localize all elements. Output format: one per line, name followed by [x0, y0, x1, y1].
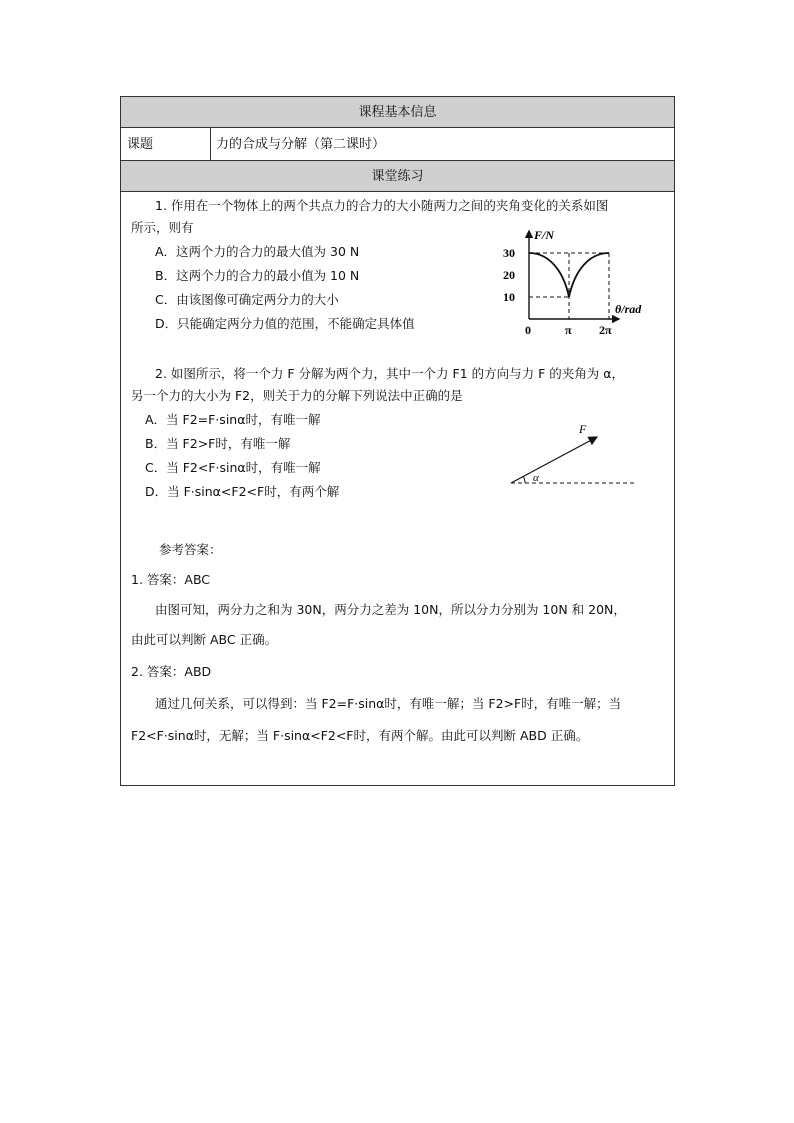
graph-y-tick-30: 30 — [503, 246, 515, 260]
force-angle-graph — [493, 227, 653, 339]
graph-x-tick-0: 0 — [525, 323, 531, 337]
graph-x-tick-pi: π — [565, 323, 572, 337]
topic-label: 课题 — [121, 128, 211, 161]
course-sheet — [120, 96, 675, 786]
graph-y-tick-10: 10 — [503, 290, 515, 304]
answers-heading: 参考答案： — [159, 542, 222, 557]
q1-option-a: A．这两个力的合力的最大值为 30 N — [155, 244, 360, 259]
q2-option-c: C．当 F2<F·sinα时，有唯一解 — [145, 460, 321, 475]
q2-option-a: A．当 F2=F·sinα时，有唯一解 — [145, 412, 321, 427]
answer2-title: 2. 答案：ABD — [131, 664, 212, 679]
q1-stem-line2: 所示，则有 — [131, 220, 194, 235]
answer1-line2: 由此可以判断 ABC 正确。 — [131, 632, 278, 647]
graph-x-tick-2pi: 2π — [599, 323, 612, 337]
answer1-title: 1. 答案：ABC — [131, 572, 211, 587]
graph-x-axis-label: θ/rad — [615, 302, 642, 316]
graph-y-axis-label: F/N — [534, 228, 555, 242]
q1-option-b: B．这两个力的合力的最小值为 10 N — [155, 268, 360, 283]
course-info-header: 课程基本信息 — [121, 97, 674, 128]
q2-option-d: D．当 F·sinα<F2<F时，有两个解 — [145, 484, 340, 499]
answer2-line1: 通过几何关系，可以得到：当 F2=F·sinα时，有唯一解；当 F2>F时，有唯一解；当 — [155, 696, 622, 711]
answer2-line2: F2<F·sinα时，无解；当 F·sinα<F2<F时，有两个解。由此可以判断 ABD 正确。 — [131, 728, 589, 743]
topic-value: 力的合成与分解（第二课时） — [216, 137, 386, 152]
exercise-header: 课堂练习 — [121, 161, 674, 192]
q2-option-b: B．当 F2>F时，有唯一解 — [145, 436, 291, 451]
answer1-line1: 由图可知，两分力之和为 30N，两分力之差为 10N，所以分力分别为 10N 和 20N， — [155, 602, 626, 617]
q2-stem-line2: 另一个力的大小为 F2，则关于力的分解下列说法中正确的是 — [131, 388, 463, 403]
q1-option-c: C．由该图像可确定两分力的大小 — [155, 292, 339, 307]
vector-alpha-label: α — [533, 472, 539, 484]
course-topic-row — [121, 128, 674, 161]
force-vector-figure — [501, 423, 641, 493]
q2-stem-line1: 2. 如图所示，将一个力 F 分解为两个力，其中一个力 F1 的方向与力 F 的夹角为 α， — [155, 366, 624, 381]
q1-option-d: D．只能确定两分力值的范围，不能确定具体值 — [155, 316, 415, 331]
exercise-body — [121, 193, 674, 787]
graph-y-tick-20: 20 — [503, 268, 515, 282]
q1-stem-line1: 1. 作用在一个物体上的两个共点力的合力的大小随两力之间的夹角变化的关系如图 — [155, 198, 609, 213]
vector-f-label: F — [579, 423, 587, 436]
